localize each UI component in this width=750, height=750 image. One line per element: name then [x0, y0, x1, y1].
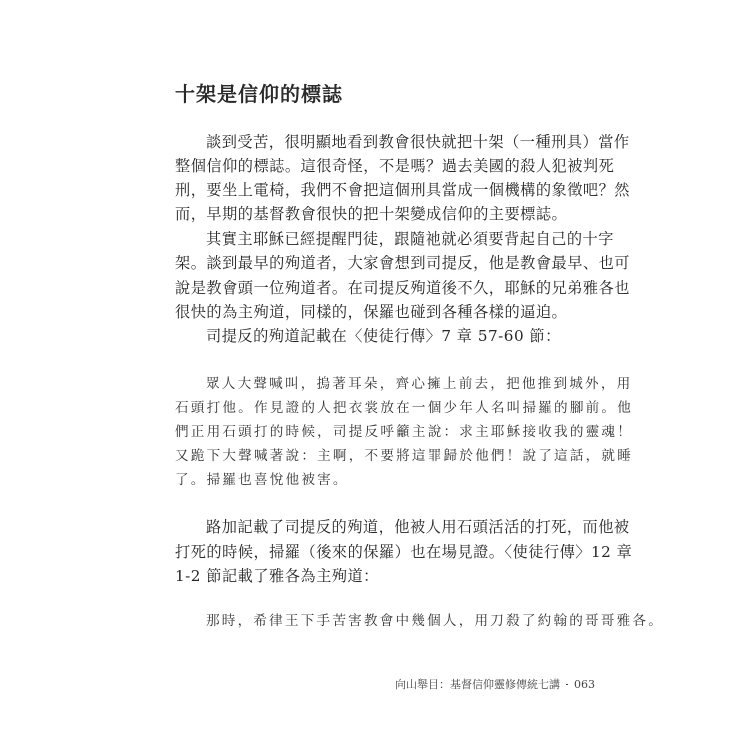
- paragraph-2-line-1: 其實主耶穌已經提醒門徒，跟隨祂就必須要背起自己的十字: [206, 230, 614, 248]
- page-number: 063: [574, 677, 595, 691]
- footer-rule: [566, 684, 568, 685]
- quote-1-line-1: 眾人大聲喊叫，摀著耳朵，齊心擁上前去，把他推到城外，用: [206, 376, 633, 392]
- quote-1-line-3: 們正用石頭打的時候，司提反呼籲主說：求主耶穌接收我的靈魂！: [175, 424, 634, 440]
- quote-1-line-5: 了。掃羅也喜悅他被害。: [175, 472, 349, 488]
- section-title: 十架是信仰的標誌: [175, 82, 343, 106]
- paragraph-4-line-1: 路加記載了司提反的殉道，他被人用石頭活活的打死，而他被: [206, 518, 630, 536]
- quote-1-line-2: 石頭打他。作見證的人把衣裳放在一個少年人名叫掃羅的腳前。他: [175, 400, 634, 416]
- paragraph-4-line-3: 1-2 節記載了雅各為主殉道：: [175, 567, 379, 585]
- paragraph-4-line-2: 打死的時候，掃羅（後來的保羅）也在場見證。〈使徒行傳〉12 章: [175, 543, 633, 561]
- paragraph-3: 司提反的殉道記載在〈使徒行傳〉7 章 57-60 節：: [206, 327, 561, 345]
- paragraph-1-line-4: 而，早期的基督教會很快的把十架變成信仰的主要標誌。: [175, 205, 568, 223]
- running-footer-title: 向山舉目：基督信仰靈修傳統七講: [395, 678, 560, 691]
- paragraph-1-line-1: 談到受苦，很明顯地看到教會很快就把十架（一種刑具）當作: [206, 133, 630, 151]
- quote-2: 那時，希律王下手苦害教會中幾個人，用刀殺了約翰的哥哥雅各。: [206, 613, 665, 629]
- page-footer: [395, 676, 595, 692]
- paragraph-2-line-4: 很快的為主殉道，同樣的，保羅也碰到各種各樣的逼迫。: [175, 303, 568, 321]
- quote-1-line-4: 又跪下大聲喊著說：主啊，不要將這罪歸於他們！說了這話，就睡: [175, 448, 634, 464]
- paragraph-2-line-3: 說是教會頭一位殉道者。在司提反殉道後不久，耶穌的兄弟雅各也: [175, 279, 630, 297]
- paragraph-1-line-3: 刑，要坐上電椅，我們不會把這個刑具當成一個機構的象徵吧？然: [175, 181, 630, 199]
- paragraph-2-line-2: 架。談到最早的殉道者，大家會想到司提反，他是教會最早、也可: [175, 254, 630, 272]
- paragraph-1-line-2: 整個信仰的標誌。這很奇怪，不是嗎？過去美國的殺人犯被判死: [175, 157, 615, 175]
